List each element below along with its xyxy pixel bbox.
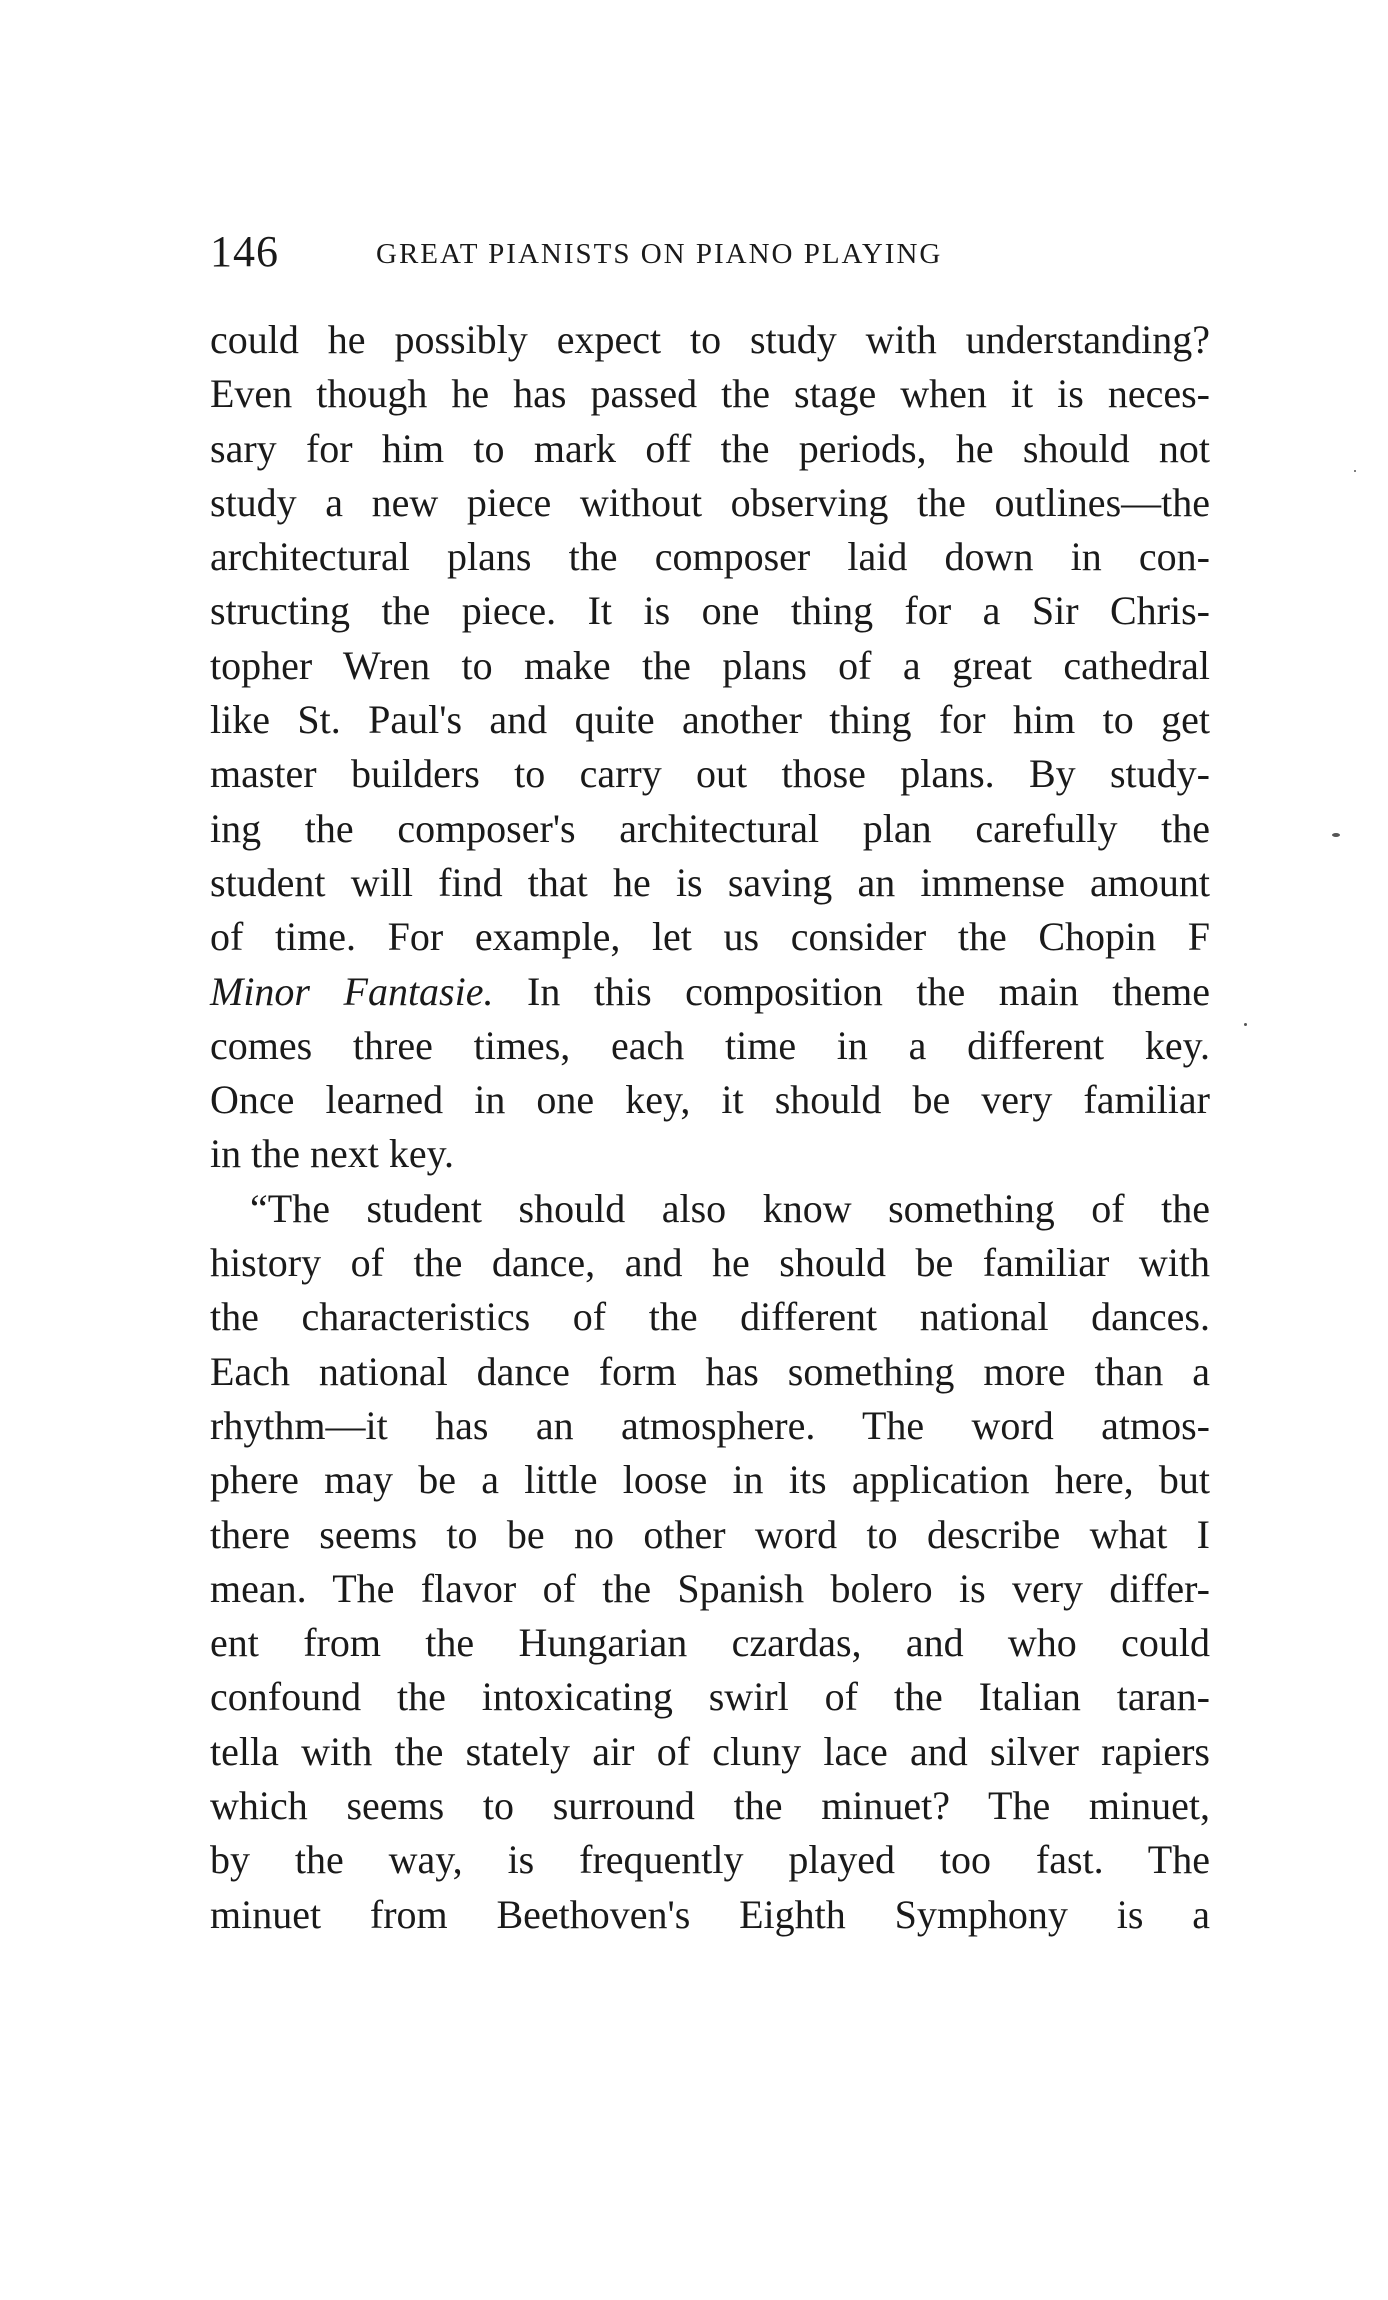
text-line: mean. The flavor of the Spanish bolero is very differ- (210, 1565, 1210, 1611)
text-line: sary for him to mark off the periods, he should not (210, 425, 1210, 471)
text-line: confound the intoxicating swirl of the Italian taran- (210, 1674, 1210, 1720)
text-line: which seems to surround the minuet? The minuet, (210, 1783, 1210, 1829)
text-line: ing the composer's architectural plan carefully the (210, 805, 1210, 851)
text-line: like St. Paul's and quite another thing for him to get (210, 697, 1210, 743)
text-line-fragment: In this composition the main theme (527, 968, 1211, 1014)
italic-title: Minor Fantasie. (210, 968, 494, 1014)
text-line-fragment: of time. For example, let us consider the Chopin F (210, 914, 1210, 960)
text-line: in the next key. (210, 1131, 455, 1177)
text-line: the characteristics of the different national dances. (210, 1294, 1210, 1340)
text-line: there seems to be no other word to describe what I (210, 1511, 1210, 1557)
text-line: could he possibly expect to study with understanding? (210, 317, 1210, 362)
text-line (210, 910, 1210, 964)
text-line: Each national dance form has something more than a (210, 1348, 1210, 1394)
paper-speck (1354, 470, 1356, 472)
text-line: structing the piece. It is one thing for a Sir Chris- (210, 588, 1210, 634)
text-line: student will find that he is saving an immense amount (210, 859, 1210, 905)
body-text (210, 313, 1210, 1942)
text-line: master builders to carry out those plans. By study- (210, 751, 1210, 797)
text-line: history of the dance, and he should be familiar with (210, 1240, 1210, 1286)
text-line: topher Wren to make the plans of a great cathedral (210, 642, 1210, 688)
page-header (210, 226, 1220, 286)
running-head: GREAT PIANISTS ON PIANO PLAYING (376, 238, 943, 270)
text-line: by the way, is frequently played too fast. The (210, 1837, 1210, 1883)
text-line: ent from the Hungarian czardas, and who could (210, 1620, 1210, 1666)
page-number: 146 (210, 227, 279, 276)
text-line: Even though he has passed the stage when it is neces- (210, 371, 1210, 417)
paragraph-start-line: “The student should also know something of the (250, 1185, 1210, 1231)
text-line: comes three times, each time in a different key. (210, 1022, 1210, 1068)
text-line: Once learned in one key, it should be very familiar (210, 1077, 1210, 1123)
text-line (210, 965, 1210, 1019)
paper-speck (1244, 1023, 1247, 1026)
text-line: study a new piece without observing the outlines—the (210, 479, 1210, 525)
text-line: rhythm—it has an atmosphere. The word atmos- (210, 1402, 1210, 1448)
text-line: phere may be a little loose in its application here, but (210, 1457, 1210, 1503)
text-line: minuet from Beethoven's Eighth Symphony is a (210, 1891, 1210, 1937)
paper-speck (1332, 833, 1340, 837)
text-line: architectural plans the composer laid down in con- (210, 534, 1210, 580)
text-line: tella with the stately air of cluny lace and silver rapiers (210, 1728, 1210, 1774)
